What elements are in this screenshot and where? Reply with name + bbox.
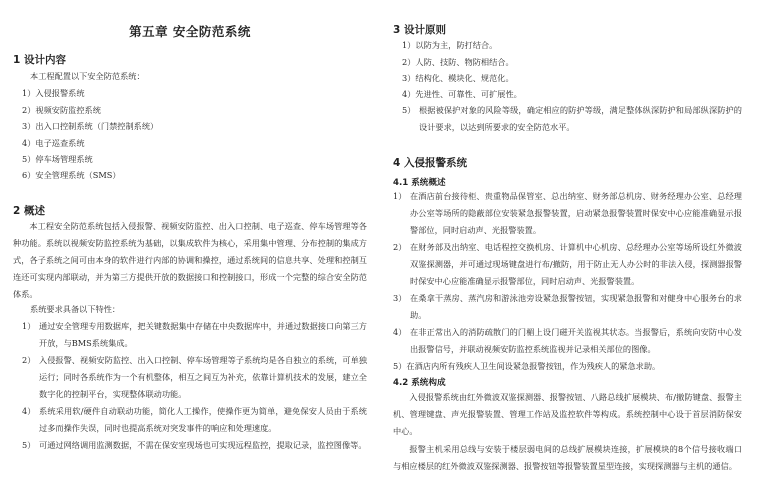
list-item-number: 1）	[22, 88, 36, 98]
composition-paragraph: 入侵报警系统由红外微波双鉴探测器、报警按钮、八路总线扩展模块、布/撤防键盘、报警主机、管理键盘、声光报警装置、管理工作站及监控软件等构成。系统控制中心设于首层消防保安中心。	[393, 392, 742, 436]
list-item-number: 5）	[22, 440, 36, 450]
list-item	[393, 239, 742, 290]
list-item-text: 在酒店前台接待柜、贵重物品保管室、总出纳室、财务部总机房、财务经理办公室、总经理办公室等场所的隐蔽部位安装紧急报警装置，启动紧急报警装置时保安中心应能准确显示报警部位，同时启动声、光报警装置。	[410, 191, 742, 235]
list-item-number: 3）	[393, 293, 407, 303]
list-item	[22, 138, 85, 149]
list-item-text: 在非正常出入的消防疏散门的门楣上设门磁开关监视其状态。当报警后，系统向安防中心发出报警信号，并联动视频安防监控系统监视并记录相关部位的图像。	[410, 327, 742, 354]
list-item-number: 5）	[393, 361, 407, 371]
subsection-heading-composition: 4.2 系统构成	[393, 378, 446, 388]
list-item-text: 系统采用软/硬件自动联动功能，简化人工操作，使操作更为简单，避免保安人员由于系统过多而操作失误，同时也提高系统对突发事件的响应和处理速度。	[39, 406, 367, 433]
list-item-text: 出入口控制系统（门禁控制系统）	[35, 121, 159, 131]
composition-paragraph: 报警主机采用总线与安装于楼层弱电间的总线扩展模块连接，扩展模块的8个信号接收端口与相应楼层的红外微波双鉴探测器、报警按钮等报警装置星型连接，实现探测器与主机的通信。	[393, 444, 742, 471]
list-item-number: 4）	[393, 327, 407, 337]
list-item-number: 5）	[22, 154, 36, 164]
requirements-intro: 系统要求具备以下特性：	[30, 304, 121, 314]
list-item-text: 结构化、模块化、规范化。	[415, 73, 514, 83]
section-heading-design-principles: 3 设计原则	[393, 24, 446, 36]
list-item	[402, 89, 522, 100]
list-item	[22, 88, 85, 99]
list-item-number: 2）	[22, 355, 36, 365]
list-item-text: 在桑拿干蒸房、蒸汽房和游泳池旁设紧急报警按钮，实现紧急报警和对健身中心服务台的求助。	[410, 293, 742, 320]
list-item	[22, 170, 121, 181]
list-item	[22, 105, 101, 116]
list-item	[22, 403, 367, 437]
list-item-number: 3）	[402, 73, 416, 83]
list-item	[22, 154, 93, 165]
list-item	[402, 102, 742, 136]
list-item	[22, 352, 367, 403]
list-item-number: 2）	[22, 105, 36, 115]
list-item-number: 6）	[22, 170, 36, 180]
list-item-number: 1）	[393, 191, 407, 201]
list-item	[393, 324, 742, 358]
list-item-text: 入侵报警系统	[35, 88, 85, 98]
list-item-text: 通过安全管理专用数据库，把关键数据集中存储在中央数据库中，并通过数据接口向第三方开放，与BMS系统集成。	[39, 321, 367, 348]
list-item	[22, 121, 158, 132]
list-item	[393, 188, 742, 239]
list-item-number: 4）	[402, 89, 416, 99]
list-item-number: 2）	[402, 57, 416, 67]
list-item	[22, 437, 367, 454]
right-page	[380, 0, 760, 483]
list-item	[402, 40, 497, 51]
section-heading-overview: 2 概述	[13, 205, 45, 217]
list-item-text: 在财务部及出纳室、电话程控交换机房、计算机中心机房、总经理办公室等场所设红外微波双鉴探测器，并可通过现场键盘进行布/撤防，用于防止无人办公时的非法入侵，探测器报警时保安中心应能准确显示报警部位，同时启动声、光报警装置。	[410, 242, 742, 286]
list-item-text: 以防为主，防打结合。	[415, 40, 498, 50]
list-item-text: 可通过网络调用监测数据，不需在保安室现场也可实现远程监控，提取记录，监控图像等。	[39, 440, 367, 450]
list-item-number: 1）	[22, 321, 36, 331]
list-item-text: 停车场管理系统	[35, 154, 93, 164]
list-item-number: 2）	[393, 242, 407, 252]
section1-intro: 本工程配置以下安全防范系统：	[30, 71, 145, 81]
list-item-text: 先进性、可靠性、可扩展性。	[415, 89, 522, 99]
list-item	[393, 290, 742, 324]
list-item-text: 人防、技防、物防相结合。	[415, 57, 514, 67]
section-heading-design-content: 1 设计内容	[13, 54, 66, 66]
list-item-text: 安全管理系统（SMS）	[35, 170, 121, 180]
subsection-heading-overview: 4.1 系统概述	[393, 178, 446, 188]
list-item-text: 入侵报警、视频安防监控、出入口控制、停车场管理等子系统均是各自独立的系统，可单独运行；同时各系统作为一个有机整体，相互之间互为补充，依靠计算机技术的发展，建立全数字化的控制平台，实现整体联动功能。	[39, 355, 367, 399]
list-item-text: 在酒店内所有残疾人卫生间设紧急报警按钮，作为残疾人的紧急求助。	[406, 361, 661, 371]
list-item-text: 视频安防监控系统	[35, 105, 101, 115]
list-item-number: 1）	[402, 40, 416, 50]
chapter-title: 第五章 安全防范系统	[129, 24, 251, 39]
list-item	[402, 57, 514, 68]
list-item-number: 4）	[22, 406, 36, 416]
list-item-text: 根据被保护对象的风险等级，确定相应的防护等级，满足整体纵深防护和局部纵深防护的设计要求，以达到所要求的安全防范水平。	[419, 105, 742, 132]
list-item	[393, 361, 660, 372]
overview-paragraph: 本工程安全防范系统包括入侵报警、视频安防监控、出入口控制、电子巡查、停车场管理等各种功能。系统以视频安防监控系统为基础，以集成软件为核心，采用集中管理、分布控制的集成方式，各子系统之间可由本身的软件进行内部的协调和操控，通过系统间的信息共享、处理和控制互连还可实现内部联动，并为第三方提供开放的数据接口和控制接口，形成一个完整的综合安全防范体系。	[13, 221, 367, 299]
list-item-text: 电子巡查系统	[35, 138, 85, 148]
list-item-number: 4）	[22, 138, 36, 148]
section-heading-intrusion-alarm: 4 入侵报警系统	[393, 157, 467, 169]
list-item-number: 3）	[22, 121, 36, 131]
list-item	[22, 318, 367, 352]
list-item	[402, 73, 514, 84]
list-item-number: 5）	[402, 105, 416, 115]
